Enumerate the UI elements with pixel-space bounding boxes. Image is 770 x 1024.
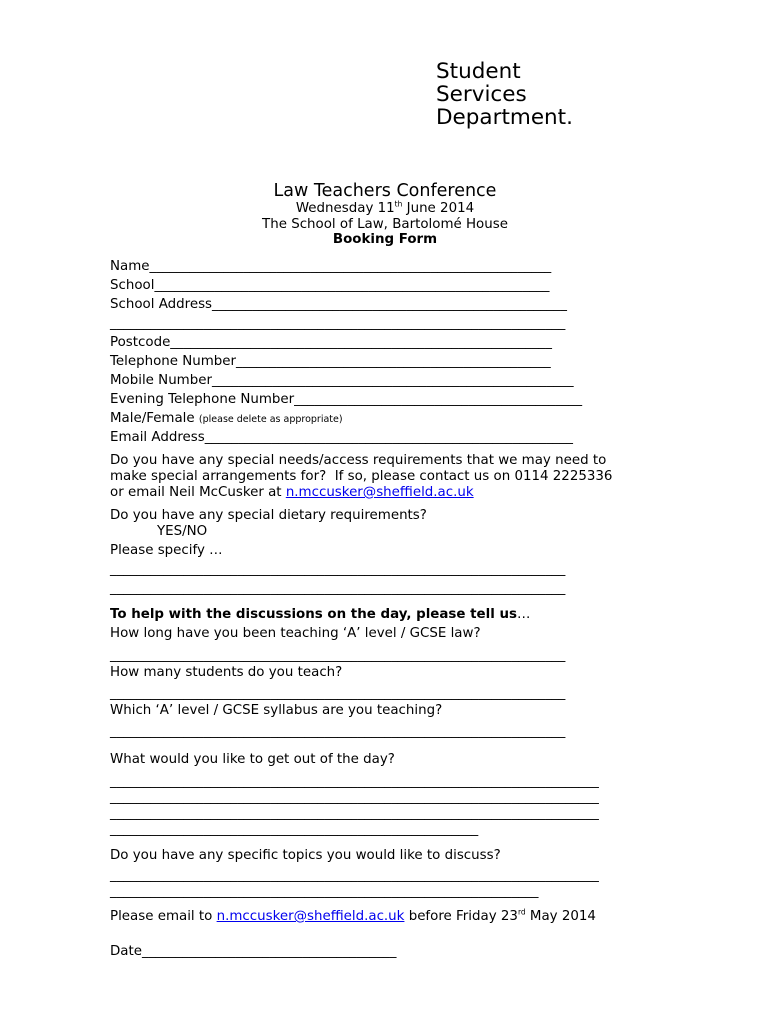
teaching-duration-question: How long have you been teaching ‘A’ level / GCSE law?	[110, 626, 481, 641]
gender-field[interactable]	[110, 411, 343, 428]
students-count-question: How many students do you teach?	[110, 665, 343, 680]
contact-email-link[interactable]: n.mccusker@sheffield.ac.uk	[285, 485, 474, 500]
discussion-heading: To help with the discussions on the day, please tell us…	[110, 607, 531, 622]
department-header	[436, 60, 573, 129]
name-field[interactable]: Name____________________________________________________________	[110, 259, 552, 274]
diet-answer-line-1[interactable]: ____________________________________________________________________	[110, 562, 566, 577]
gender-note: (please delete as appropriate)	[198, 414, 343, 425]
topics-answer-line-2[interactable]: ________________________________________________________________	[110, 884, 539, 899]
email-field[interactable]: Email Address_______________________________________________________	[110, 430, 573, 445]
expectations-question: What would you like to get out of the day?	[110, 752, 395, 767]
expectations-answer-line-4[interactable]: _______________________________________________________	[110, 822, 479, 837]
conference-venue: The School of Law, Bartolomé House	[262, 217, 508, 232]
header-line-2: Services	[436, 82, 527, 107]
teaching-duration-answer[interactable]: ____________________________________________________________________	[110, 648, 566, 663]
expectations-answer-line-2[interactable]: _________________________________________________________________________	[110, 790, 599, 805]
email-instruction: Please email to n.mccusker@sheffield.ac.uk before Friday 23rd May 2014	[110, 907, 596, 924]
syllabus-answer[interactable]: ____________________________________________________________________	[110, 724, 566, 739]
needs-text-line-1: Do you have any special needs/access requirements that we may need to	[110, 453, 607, 468]
school-address-line-2[interactable]: ____________________________________________________________________	[110, 316, 566, 331]
diet-answer-line-2[interactable]: ____________________________________________________________________	[110, 581, 566, 596]
students-count-answer[interactable]: ____________________________________________________________________	[110, 686, 566, 701]
expectations-answer-line-1[interactable]: _________________________________________________________________________	[110, 774, 599, 789]
syllabus-question: Which ‘A’ level / GCSE syllabus are you teaching?	[110, 703, 443, 718]
topics-question: Do you have any specific topics you would like to discuss?	[110, 848, 501, 863]
gender-label: Male/Female	[110, 411, 199, 426]
evening-telephone-field[interactable]: Evening Telephone Number___________________________________________	[110, 392, 583, 407]
needs-text-line-3: or email Neil McCusker at n.mccusker@sheffield.ac.uk	[110, 485, 474, 500]
needs-text-line-2: make special arrangements for? If so, please contact us on 0114 2225336	[110, 469, 613, 484]
expectations-answer-line-3[interactable]: _________________________________________________________________________	[110, 806, 599, 821]
mobile-field[interactable]: Mobile Number______________________________________________________	[110, 373, 574, 388]
header-line-1: Student	[436, 59, 521, 84]
diet-specify-label: Please specify …	[110, 543, 223, 558]
school-field[interactable]: School___________________________________________________________	[110, 278, 550, 293]
diet-question: Do you have any special dietary requirements?	[110, 508, 427, 523]
footer-email-link[interactable]: n.mccusker@sheffield.ac.uk	[216, 909, 405, 924]
conference-date: Wednesday 11th June 2014	[295, 199, 475, 216]
date-field[interactable]: Date______________________________________	[110, 944, 397, 959]
form-heading: Booking Form	[332, 232, 438, 247]
diet-yes-no[interactable]: YES/NO	[157, 524, 208, 539]
telephone-field[interactable]: Telephone Number_______________________________________________	[110, 354, 551, 369]
school-address-field[interactable]: School Address_____________________________________________________	[110, 297, 567, 312]
postcode-field[interactable]: Postcode_________________________________________________________	[110, 335, 552, 350]
conference-title: Law Teachers Conference	[273, 181, 497, 201]
header-line-3: Department.	[436, 105, 573, 130]
topics-answer-line-1[interactable]: _________________________________________________________________________	[110, 868, 599, 883]
